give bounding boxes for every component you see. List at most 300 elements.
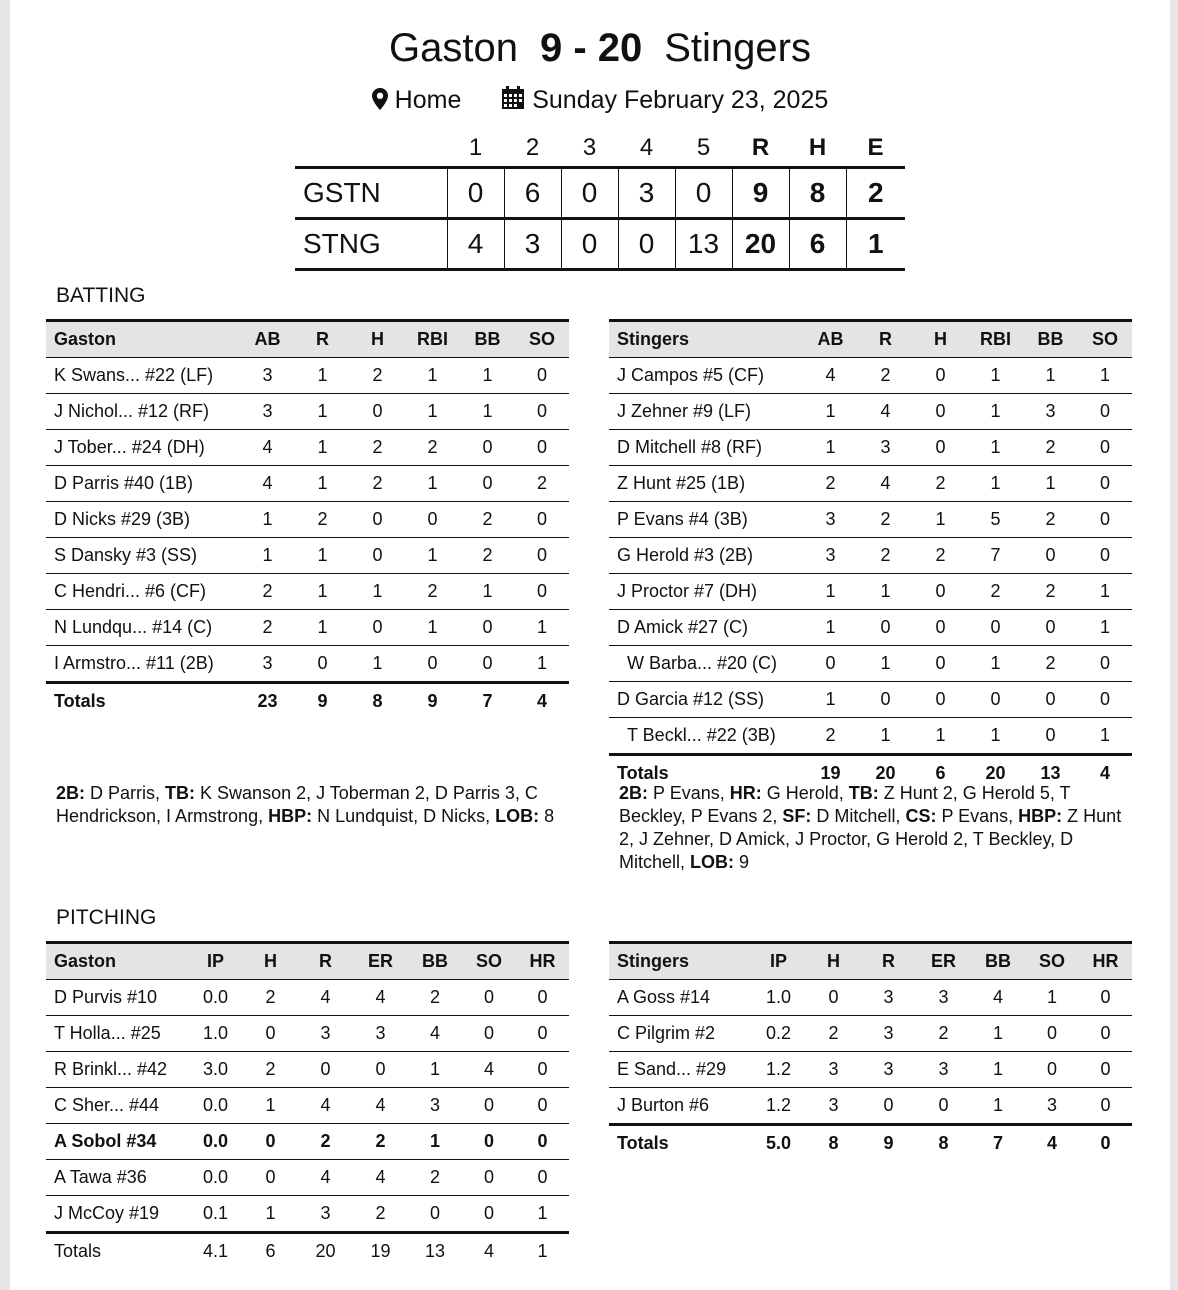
stat-cell: 1 xyxy=(968,646,1023,682)
stat-cell: 0 xyxy=(1078,394,1132,430)
total-cell: 9 xyxy=(295,683,350,720)
pitching-table-gaston xyxy=(46,941,569,1269)
note-key: 2B: xyxy=(619,783,649,803)
batting-notes-stingers xyxy=(619,782,1134,874)
stat-cell: 3 xyxy=(408,1088,462,1124)
stat-cell: 1 xyxy=(968,394,1023,430)
stat-cell: 2 xyxy=(968,574,1023,610)
stat-cell: 0 xyxy=(1079,1016,1132,1052)
player-name: S Dansky #3 (SS) xyxy=(46,538,240,574)
stat-cell: 2 xyxy=(858,358,913,394)
stat-cell: 0 xyxy=(295,646,350,683)
stat-cell: 1 xyxy=(240,538,295,574)
stat-cell: 0 xyxy=(515,502,569,538)
team-header: Stingers xyxy=(617,951,690,971)
stat-cell: 1 xyxy=(405,358,460,394)
stat-cell: 1 xyxy=(968,358,1023,394)
stat-cell: 1 xyxy=(1078,610,1132,646)
stat-cell: 3 xyxy=(240,646,295,683)
team-abbrev: GSTN xyxy=(303,177,381,208)
stat-cell: 0 xyxy=(916,1088,971,1125)
stat-cell: 7 xyxy=(968,538,1023,574)
column-header: RBI xyxy=(980,329,1011,349)
runs-header: R xyxy=(751,134,770,161)
column-header: BB xyxy=(985,951,1011,971)
stat-cell: 0 xyxy=(1023,682,1078,718)
player-name: K Swans... #22 (LF) xyxy=(46,358,240,394)
stat-cell: 0.1 xyxy=(188,1196,243,1233)
stat-cell: 3 xyxy=(803,538,858,574)
player-name: C Pilgrim #2 xyxy=(609,1016,751,1052)
note-key: TB: xyxy=(848,783,879,803)
batter-row xyxy=(46,646,569,683)
away-team-name: Gaston xyxy=(388,26,518,70)
player-name: A Tawa #36 xyxy=(46,1160,188,1196)
location-label: Home xyxy=(394,86,462,114)
stat-cell: 4 xyxy=(858,394,913,430)
stat-cell: 0 xyxy=(861,1088,916,1125)
column-header: R xyxy=(879,329,892,349)
stat-cell: 0 xyxy=(350,394,405,430)
stat-cell: 1 xyxy=(460,358,515,394)
column-header: IP xyxy=(769,951,787,971)
pitcher-row xyxy=(46,1016,569,1052)
pitcher-row xyxy=(609,980,1132,1016)
stat-cell: 1 xyxy=(408,1052,462,1088)
stat-cell: 1 xyxy=(408,1124,462,1160)
stat-cell: 0 xyxy=(913,682,968,718)
stat-cell: 1 xyxy=(1025,980,1079,1016)
stat-cell: 3 xyxy=(1023,394,1078,430)
stat-cell: 1 xyxy=(405,610,460,646)
box-score-page xyxy=(10,0,1170,1290)
stat-cell: 0 xyxy=(1078,682,1132,718)
stat-cell: 1 xyxy=(971,1088,1025,1125)
stat-cell: 1.0 xyxy=(751,980,806,1016)
batter-row xyxy=(609,646,1132,682)
stat-cell: 1 xyxy=(968,430,1023,466)
player-name: D Parris #40 (1B) xyxy=(46,466,240,502)
stat-cell: 1 xyxy=(913,502,968,538)
batter-row xyxy=(46,358,569,394)
player-name: I Armstro... #11 (2B) xyxy=(46,646,240,683)
inning-runs: 3 xyxy=(618,168,675,219)
stat-cell: 0 xyxy=(1023,538,1078,574)
stat-cell: 1 xyxy=(858,646,913,682)
stat-cell: 0 xyxy=(350,610,405,646)
pitcher-row xyxy=(609,1088,1132,1125)
stat-cell: 0 xyxy=(516,1124,569,1160)
team-abbrev: STNG xyxy=(303,228,381,259)
stat-cell: 2 xyxy=(298,1124,353,1160)
stat-cell: 0 xyxy=(913,574,968,610)
pitcher-row xyxy=(46,1052,569,1088)
stat-cell: 4 xyxy=(803,358,858,394)
stat-cell: 0 xyxy=(298,1052,353,1088)
stat-cell: 1 xyxy=(1078,358,1132,394)
stat-cell: 1 xyxy=(1078,718,1132,755)
inning-header: 3 xyxy=(582,134,597,161)
stat-cell: 1 xyxy=(295,574,350,610)
stat-cell: 1 xyxy=(803,574,858,610)
total-cell: 8 xyxy=(806,1125,861,1162)
total-h: 8 xyxy=(789,168,846,219)
column-header: SO xyxy=(1038,951,1065,971)
stat-cell: 0 xyxy=(1078,502,1132,538)
total-r: 9 xyxy=(732,168,789,219)
stat-cell: 0 xyxy=(353,1052,408,1088)
inning-header: 2 xyxy=(525,134,540,161)
stat-cell: 0 xyxy=(462,980,516,1016)
stat-cell: 1 xyxy=(295,610,350,646)
stat-cell: 1 xyxy=(243,1196,298,1233)
team-header: Stingers xyxy=(617,329,690,349)
stat-cell: 1 xyxy=(295,538,350,574)
stat-cell: 4 xyxy=(353,980,408,1016)
stat-cell: 1 xyxy=(350,574,405,610)
stat-cell: 2 xyxy=(240,610,295,646)
stat-cell: 0 xyxy=(913,394,968,430)
batter-row xyxy=(609,502,1132,538)
stat-cell: 1 xyxy=(405,466,460,502)
column-header: H xyxy=(934,329,947,349)
totals-label: Totals xyxy=(46,683,240,720)
stat-cell: 3 xyxy=(1025,1088,1079,1125)
stat-cell: 2 xyxy=(1023,502,1078,538)
inning-runs: 3 xyxy=(504,219,561,270)
total-cell: 8 xyxy=(916,1125,971,1162)
stat-cell: 4 xyxy=(408,1016,462,1052)
player-name: J McCoy #19 xyxy=(46,1196,188,1233)
stat-cell: 0 xyxy=(408,1196,462,1233)
stat-cell: 0 xyxy=(858,610,913,646)
stat-cell: 0 xyxy=(913,646,968,682)
stat-cell: 2 xyxy=(243,1052,298,1088)
stats-header-row xyxy=(46,943,569,980)
stat-cell: 1 xyxy=(515,646,569,683)
game-score-title xyxy=(10,26,1178,71)
batting-notes-gaston xyxy=(56,782,564,828)
stat-cell: 0 xyxy=(1078,646,1132,682)
hits-header: H xyxy=(808,134,827,161)
stat-cell: 0 xyxy=(1078,538,1132,574)
stat-cell: 1 xyxy=(515,610,569,646)
stat-cell: 0 xyxy=(516,1088,569,1124)
stat-cell: 0 xyxy=(462,1016,516,1052)
column-header: ER xyxy=(930,951,956,971)
player-name: J Tober... #24 (DH) xyxy=(46,430,240,466)
stat-cell: 1 xyxy=(968,718,1023,755)
column-header: R xyxy=(319,951,332,971)
note-value: D Mitchell, xyxy=(811,806,906,826)
column-header: AB xyxy=(254,329,281,349)
game-date: Sunday February 23, 2025 xyxy=(532,86,829,114)
total-cell: 20 xyxy=(968,755,1023,792)
stat-cell: 0 xyxy=(405,646,460,683)
total-cell: 19 xyxy=(353,1233,408,1270)
stat-cell: 0 xyxy=(516,980,569,1016)
batting-table-gaston xyxy=(46,319,569,719)
stat-cell: 0 xyxy=(462,1196,516,1233)
player-name: P Evans #4 (3B) xyxy=(609,502,803,538)
location-pin-icon xyxy=(372,88,388,117)
stat-cell: 0 xyxy=(968,682,1023,718)
stat-cell: 0 xyxy=(1079,980,1132,1016)
totals-row xyxy=(46,683,569,720)
stat-cell: 3 xyxy=(861,980,916,1016)
stat-cell: 2 xyxy=(803,466,858,502)
stat-cell: 1 xyxy=(968,466,1023,502)
total-cell: 4 xyxy=(1025,1125,1079,1162)
stat-cell: 0 xyxy=(460,646,515,683)
stat-cell: 2 xyxy=(350,466,405,502)
inning-header: 4 xyxy=(639,134,654,161)
total-e: 2 xyxy=(846,168,905,219)
total-e: 1 xyxy=(846,219,905,270)
total-cell: 8 xyxy=(350,683,405,720)
column-header: BB xyxy=(474,329,501,349)
stat-cell: 0.0 xyxy=(188,1160,243,1196)
stat-cell: 0 xyxy=(243,1160,298,1196)
total-cell: 7 xyxy=(460,683,515,720)
player-name: W Barba... #20 (C) xyxy=(609,646,803,682)
stat-cell: 3 xyxy=(861,1016,916,1052)
stat-cell: 1 xyxy=(1023,358,1078,394)
note-value: P Evans, xyxy=(648,783,730,803)
stats-header-row xyxy=(46,321,569,358)
player-name: E Sand... #29 xyxy=(609,1052,751,1088)
total-cell: 6 xyxy=(913,755,968,792)
note-value: P Evans, xyxy=(936,806,1019,826)
column-header: H xyxy=(827,951,840,971)
stat-cell: 2 xyxy=(1023,646,1078,682)
stat-cell: 3 xyxy=(806,1088,861,1125)
total-cell: 6 xyxy=(243,1233,298,1270)
stat-cell: 2 xyxy=(405,430,460,466)
player-name: A Goss #14 xyxy=(609,980,751,1016)
home-team-name: Stingers xyxy=(664,26,811,70)
stat-cell: 0.0 xyxy=(188,980,243,1016)
inning-runs: 0 xyxy=(561,168,618,219)
column-header: BB xyxy=(1037,329,1064,349)
inning-runs: 0 xyxy=(675,168,732,219)
stat-cell: 4 xyxy=(971,980,1025,1016)
total-cell: 13 xyxy=(408,1233,462,1270)
stat-cell: 0 xyxy=(243,1124,298,1160)
stat-cell: 0 xyxy=(515,574,569,610)
inning-header: 5 xyxy=(696,134,711,161)
batter-row xyxy=(46,394,569,430)
inning-runs: 0 xyxy=(618,219,675,270)
player-name: G Herold #3 (2B) xyxy=(609,538,803,574)
errors-header: E xyxy=(867,134,884,161)
batter-row xyxy=(46,610,569,646)
note-key: 2B: xyxy=(56,783,86,803)
stat-cell: 0 xyxy=(462,1124,516,1160)
pitcher-row xyxy=(46,980,569,1016)
stat-cell: 2 xyxy=(806,1016,861,1052)
column-header: H xyxy=(371,329,384,349)
stat-cell: 3 xyxy=(916,1052,971,1088)
player-name: J Proctor #7 (DH) xyxy=(609,574,803,610)
stat-cell: 1 xyxy=(913,718,968,755)
note-key: HBP: xyxy=(268,806,313,826)
stat-cell: 4 xyxy=(240,466,295,502)
stat-cell: 4 xyxy=(240,430,295,466)
line-score-row xyxy=(295,168,905,219)
stat-cell: 0 xyxy=(913,358,968,394)
stat-cell: 0 xyxy=(1079,1052,1132,1088)
batter-row xyxy=(46,502,569,538)
totals-row xyxy=(609,1125,1132,1162)
player-name: D Amick #27 (C) xyxy=(609,610,803,646)
game-info xyxy=(10,86,1178,117)
stat-cell: 0 xyxy=(1023,718,1078,755)
player-name: J Nichol... #12 (RF) xyxy=(46,394,240,430)
total-h: 6 xyxy=(789,219,846,270)
batter-row xyxy=(609,718,1132,755)
stat-cell: 1 xyxy=(803,610,858,646)
pitcher-row xyxy=(609,1052,1132,1088)
stat-cell: 0 xyxy=(515,538,569,574)
stat-cell: 2 xyxy=(460,538,515,574)
player-name: D Mitchell #8 (RF) xyxy=(609,430,803,466)
column-header: AB xyxy=(817,329,844,349)
inning-runs: 0 xyxy=(561,219,618,270)
stat-cell: 2 xyxy=(240,574,295,610)
total-cell: 4 xyxy=(1078,755,1132,792)
stat-cell: 0 xyxy=(1078,466,1132,502)
stat-cell: 2 xyxy=(1023,430,1078,466)
player-name: J Burton #6 xyxy=(609,1088,751,1125)
column-header: HR xyxy=(1092,951,1119,971)
totals-label: Totals xyxy=(609,755,803,792)
stat-cell: 2 xyxy=(803,718,858,755)
total-cell: 9 xyxy=(405,683,460,720)
note-value: 9 xyxy=(734,852,750,872)
player-name: J Zehner #9 (LF) xyxy=(609,394,803,430)
line-score-header xyxy=(295,130,905,168)
stat-cell: 3 xyxy=(298,1196,353,1233)
stat-cell: 1.0 xyxy=(188,1016,243,1052)
player-name: D Purvis #10 xyxy=(46,980,188,1016)
column-header: SO xyxy=(528,329,555,349)
pitcher-row xyxy=(46,1088,569,1124)
stat-cell: 0.2 xyxy=(751,1016,806,1052)
inning-header: 1 xyxy=(468,134,483,161)
stat-cell: 3 xyxy=(806,1052,861,1088)
stat-cell: 4 xyxy=(353,1160,408,1196)
stat-cell: 0 xyxy=(806,980,861,1016)
pitcher-row xyxy=(46,1196,569,1233)
stat-cell: 1 xyxy=(516,1196,569,1233)
stat-cell: 0 xyxy=(460,466,515,502)
team-header: Gaston xyxy=(54,329,117,349)
note-value: K Swanson 2, J Toberman 2, D Parris 3, C Hendrickson, I Armstrong, xyxy=(56,783,538,826)
column-header: ER xyxy=(367,951,393,971)
stat-cell: 0 xyxy=(516,1052,569,1088)
stat-cell: 5 xyxy=(968,502,1023,538)
stat-cell: 0 xyxy=(913,610,968,646)
stat-cell: 0 xyxy=(515,358,569,394)
stat-cell: 2 xyxy=(350,430,405,466)
total-cell: 20 xyxy=(858,755,913,792)
note-key: LOB: xyxy=(495,806,540,826)
stat-cell: 3 xyxy=(298,1016,353,1052)
stat-cell: 3 xyxy=(858,430,913,466)
stat-cell: 1 xyxy=(971,1052,1025,1088)
total-cell: 4 xyxy=(515,683,569,720)
stat-cell: 3.0 xyxy=(188,1052,243,1088)
batting-section-label: BATTING xyxy=(56,284,146,307)
line-score-row xyxy=(295,219,905,270)
totals-label: Totals xyxy=(609,1125,751,1162)
total-cell: 5.0 xyxy=(751,1125,806,1162)
pitcher-row xyxy=(46,1160,569,1196)
player-name: N Lundqu... #14 (C) xyxy=(46,610,240,646)
stat-cell: 1 xyxy=(240,502,295,538)
stat-cell: 1 xyxy=(971,1016,1025,1052)
total-cell: 13 xyxy=(1023,755,1078,792)
totals-row xyxy=(46,1233,569,1270)
stat-cell: 0 xyxy=(405,502,460,538)
stat-cell: 1 xyxy=(803,394,858,430)
stat-cell: 2 xyxy=(408,1160,462,1196)
column-header: RBI xyxy=(417,329,448,349)
stat-cell: 3 xyxy=(916,980,971,1016)
batter-row xyxy=(609,610,1132,646)
note-value: 8 xyxy=(539,806,555,826)
player-name: R Brinkl... #42 xyxy=(46,1052,188,1088)
calendar-icon xyxy=(501,86,525,117)
batter-row xyxy=(609,466,1132,502)
final-score: 9 - 20 xyxy=(539,26,643,70)
player-name: D Garcia #12 (SS) xyxy=(609,682,803,718)
stat-cell: 2 xyxy=(515,466,569,502)
player-name: C Hendri... #6 (CF) xyxy=(46,574,240,610)
stat-cell: 3 xyxy=(803,502,858,538)
batter-row xyxy=(609,574,1132,610)
note-key: TB: xyxy=(165,783,196,803)
batter-row xyxy=(609,430,1132,466)
column-header: HR xyxy=(529,951,556,971)
note-value: D Parris, xyxy=(85,783,166,803)
stat-cell: 0 xyxy=(858,682,913,718)
stat-cell: 0 xyxy=(243,1016,298,1052)
stat-cell: 1 xyxy=(803,430,858,466)
batter-row xyxy=(609,358,1132,394)
stat-cell: 2 xyxy=(353,1196,408,1233)
stat-cell: 0 xyxy=(515,394,569,430)
stat-cell: 1 xyxy=(460,574,515,610)
column-header: IP xyxy=(206,951,224,971)
total-cell: 0 xyxy=(1079,1125,1132,1162)
stat-cell: 0 xyxy=(462,1160,516,1196)
stat-cell: 2 xyxy=(913,538,968,574)
line-score-table xyxy=(295,130,905,271)
stat-cell: 2 xyxy=(913,466,968,502)
stat-cell: 0 xyxy=(350,538,405,574)
stat-cell: 3 xyxy=(240,358,295,394)
total-cell: 4 xyxy=(462,1233,516,1270)
stat-cell: 2 xyxy=(858,538,913,574)
column-header: R xyxy=(316,329,329,349)
inning-runs: 0 xyxy=(447,168,504,219)
note-value: Z Hunt 2, J Zehner, D Amick, J Proctor, G Herold 2, T Beckley, D Mitchell, xyxy=(619,806,1122,872)
stat-cell: 0 xyxy=(462,1088,516,1124)
stat-cell: 4 xyxy=(858,466,913,502)
stat-cell: 0.0 xyxy=(188,1088,243,1124)
